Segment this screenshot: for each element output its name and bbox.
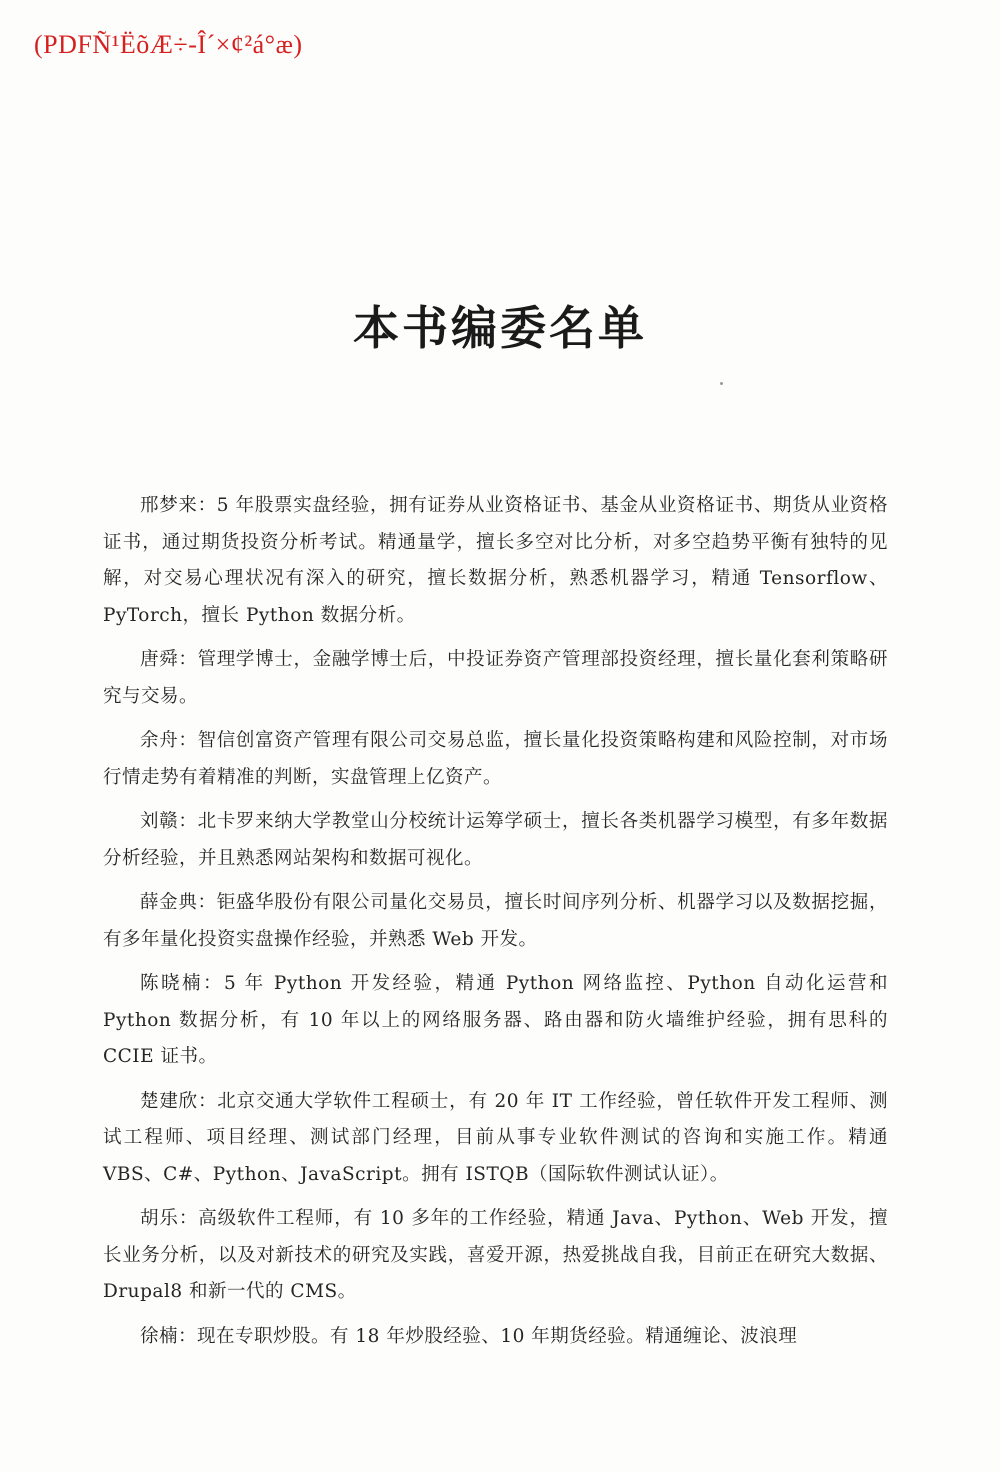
watermark-text: (PDFÑ¹ËõÆ÷-Î´×¢²á°æ) bbox=[34, 30, 303, 59]
member-bio: 北卡罗来纳大学教堂山分校统计运筹学硕士，擅长各类机器学习模型，有多年数据分析经验，并且熟悉网站架构和数据可视化。 bbox=[103, 811, 888, 869]
board-member-entry bbox=[103, 966, 888, 1076]
member-bio: 智信创富资产管理有限公司交易总监，擅长量化投资策略构建和风险控制，对市场行情走势有着精准的判断，实盘管理上亿资产。 bbox=[103, 730, 888, 788]
member-bio: 现在专职炒股。有 18 年炒股经验、10 年期货经验。精通缠论、波浪理 bbox=[197, 1325, 798, 1347]
board-member-entry bbox=[103, 1319, 888, 1356]
board-member-entry bbox=[103, 1201, 888, 1311]
member-bio: 北京交通大学软件工程硕士，有 20 年 IT 工作经验，曾任软件开发工程师、测试工程师、项目经理、测试部门经理，目前从事专业软件测试的咨询和实施工作。精通 VBS、C#、Python、JavaScript。拥有 ISTQB（国际软件测试认证）。 bbox=[103, 1090, 888, 1185]
member-bio: 5 年股票实盘经验，拥有证券从业资格证书、基金从业资格证书、期货从业资格证书，通过期货投资分析考试。精通量学，擅长多空对比分析，对多空趋势平衡有独特的见解，对交易心理状况有深入的研究，擅长数据分析，熟悉机器学习，精通 Tensorflow、PyTorch，擅长 Python 数据分析。 bbox=[103, 495, 888, 626]
member-name: 余舟： bbox=[140, 730, 198, 751]
member-name: 唐舜： bbox=[140, 649, 198, 670]
page-title: 本书编委名单 bbox=[353, 301, 647, 355]
board-member-entry bbox=[103, 885, 888, 958]
member-name: 徐楠： bbox=[140, 1325, 198, 1347]
member-name: 刘赣： bbox=[140, 811, 198, 832]
member-bio: 5 年 Python 开发经验，精通 Python 网络监控、Python 自动化运营和 Python 数据分析，有 10 年以上的网络服务器、路由器和防火墙维护经验，拥有思科的 CCIE 证书。 bbox=[103, 973, 888, 1067]
member-name: 陈晓楠： bbox=[140, 973, 224, 994]
board-member-entry bbox=[103, 1084, 888, 1194]
board-member-entry bbox=[103, 488, 888, 634]
board-member-entry bbox=[103, 642, 888, 715]
member-bio: 钜盛华股份有限公司量化交易员，擅长时间序列分析、机器学习以及数据挖掘，有多年量化投资实盘操作经验，并熟悉 Web 开发。 bbox=[103, 892, 888, 950]
member-name: 邢梦来： bbox=[140, 495, 217, 516]
member-name: 薛金典： bbox=[140, 892, 217, 913]
member-bio: 管理学博士，金融学博士后，中投证券资产管理部投资经理，擅长量化套利策略研究与交易。 bbox=[103, 649, 888, 707]
board-member-entry bbox=[103, 723, 888, 796]
member-name: 楚建欣： bbox=[140, 1090, 218, 1112]
board-member-entry bbox=[103, 804, 888, 877]
member-name: 胡乐： bbox=[140, 1208, 199, 1229]
member-bio: 高级软件工程师，有 10 多年的工作经验，精通 Java、Python、Web 开发，擅长业务分析，以及对新技术的研究及实践，喜爱开源，热爱挑战自我，目前正在研究大数据、Drupal8 和新一代的 CMS。 bbox=[103, 1208, 888, 1302]
scan-speck bbox=[720, 382, 723, 385]
editorial-board-list bbox=[103, 488, 888, 1363]
